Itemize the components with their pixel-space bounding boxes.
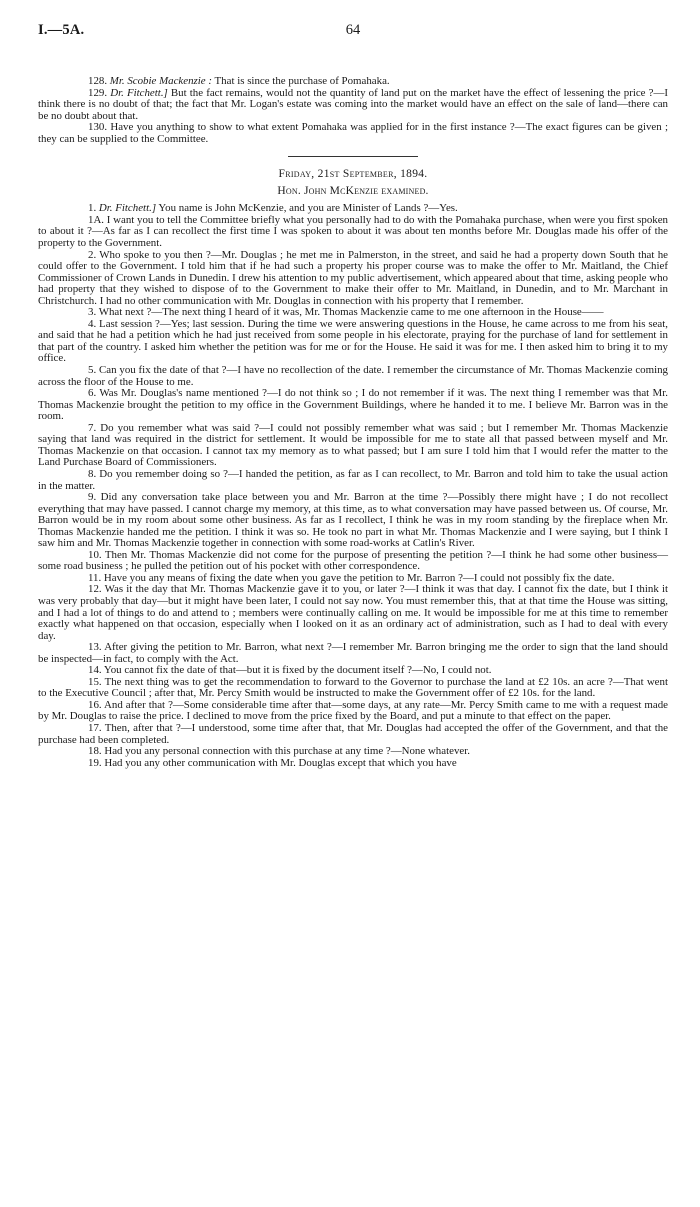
witness-heading: Hon. John McKenzie examined. bbox=[277, 184, 429, 197]
question-14: 14. You cannot fix the date of that—but it is fixed by the document itself ?—No, I could not. bbox=[88, 664, 492, 677]
question-10: 10. Then Mr. Thomas Mackenzie did not come for the purpose of presenting the petition ?—I think he had some other business—some road business ; he pulled the petition out of his pocket with other correspondence. bbox=[38, 548, 668, 573]
speaker-name: Dr. Fitchett.] bbox=[98, 202, 157, 215]
question-1: 1. Dr. Fitchett.] You name is John McKenzie, and you are Minister of Lands ?—Yes. bbox=[88, 202, 458, 215]
examination-section bbox=[38, 203, 668, 769]
section-divider bbox=[288, 156, 418, 157]
question-128: 128. Mr. Scobie Mackenzie : That is since the purchase of Pomahaka. bbox=[88, 75, 390, 87]
question-19: 19. Had you any other communication with Mr. Douglas except that which you have bbox=[88, 756, 457, 769]
question-6: 6. Was Mr. Douglas's name mentioned ?—I do not think so ; I do not remember if it was. The next thing I remember was that Mr. Thomas Mackenzie brought the petition to my office in the Government Buildings, where he handed it to me. I believe Mr. Barron was in the room. bbox=[38, 387, 668, 423]
question-4: 4. Last session ?—Yes; last session. During the time we were answering questions in the House, he came across to me from his seat, and said that he had a petition which he had just received from some people in his electorate, praying for the purchase of land for settlement in that part of the country. I asked him whether the petition was for me or for the House. He said it was for me. I then asked him to bring it to my office. bbox=[38, 317, 668, 365]
question-15: 15. The next thing was to get the recommendation to forward to the Governor to purchase the land at £2 10s. an acre ?—That went to the Executive Council ; after that, Mr. Percy Smith would be instructed to make the Government offer of £2 10s. for the land. bbox=[38, 675, 668, 700]
question-8: 8. Do you remember doing so ?—I handed the petition, as far as I can recollect, to Mr. Barron and told him to take the usual action in the matter. bbox=[38, 467, 668, 492]
question-12: 12. Was it the day that Mr. Thomas Mackenzie gave it to you, or later ?—I think it was that day. I cannot fix the date, but I think it was very probably that day—but it might have been later, I could not say now. You must remember this, that at that time the House was sitting, and I had a lot of things to do and attend to ; members were continually calling on me. It would be impossible for me at this time to remember exactly what happened on that occasion, especially when I looked on it as an ordinary act of administration, such as I had to deal with every day. bbox=[38, 583, 668, 642]
document-body bbox=[38, 76, 668, 769]
session-date: Friday, 21st September, 1894. bbox=[278, 168, 428, 181]
question-130: 130. Have you anything to show to what extent Pomahaka was applied for in the first instance ?—The exact figures can be given ; they can be supplied to the Committee. bbox=[38, 121, 668, 145]
page-number: 64 bbox=[345, 22, 361, 38]
question-129: 129. Dr. Fitchett.] But the fact remains, would not the quantity of land put on the market have the effect of lessening the price ?—I think there is no doubt of that; the fact that Mr. Logan's estate was coming into the market would have an effect on the sale of land—there can be no doubt about that. bbox=[38, 86, 668, 122]
question-7: 7. Do you remember what was said ?—I could not possibly remember what was said ; but I remember Mr. Thomas Mackenzie saying that land was required in the district for settlement. It would be impossible for me to state all that passed between myself and Mr. Thomas Mackenzie on that occasion. I cannot tax my memory as to what passed; but I am sure I told him that I would refer the matter to the Land Purchase Board of Commissioners. bbox=[38, 421, 668, 469]
question-9: 9. Did any conversation take place between you and Mr. Barron at the time ?—Possibly there might have ; I do not recollect everything that may have passed. I cannot charge my memory, at this time, as to what conversation may have passed between us. Of course, Mr. Barron would be in my room about some other business. As far as I recollect, I think he was in my room standing by the fireplace when Mr. Thomas Mackenzie handed me the petition. I think it was so. He took no part in what Mr. Thomas Mackenzie and I were saying, but I think I saw him and Mr. Thomas Mackenzie together in connection with some road-works at Catlin's River. bbox=[38, 491, 668, 550]
question-2: 2. Who spoke to you then ?—Mr. Douglas ; he met me in Palmerston, in the street, and said he had a property down South that he could offer to the Government. I told him that if he had such a property his proper course was to make the offer to Mr. Maitland, the Chief Commissioner of Crown Lands in Dunedin. I drew his attention to my public advertisement, which appeared about that time, asking people who had property that they wished to dispose of to the Government to make their offer to Mr. Maitland, in Dunedin, and to Mr. Marchant in Christchurch. I had no other communication with Mr. Douglas in connection with his property that I remember. bbox=[38, 248, 668, 307]
running-head bbox=[38, 0, 668, 44]
question-5: 5. Can you fix the date of that ?—I have no recollection of the date. I remember the circumstance of Mr. Thomas Mackenzie coming across the floor of the House to me. bbox=[38, 364, 668, 388]
paper-number: I.—5A. bbox=[38, 22, 85, 38]
question-18: 18. Had you any personal connection with this purchase at any time ?—None whatever. bbox=[88, 745, 470, 758]
intro-section bbox=[38, 76, 668, 145]
question-13: 13. After giving the petition to Mr. Barron, what next ?—I remember Mr. Barron bringing me the order to sign that the land should be inspected—in fact, to comply with the Act. bbox=[38, 641, 668, 665]
question-16: 16. And after that ?—Some considerable time after that—some days, at any rate—Mr. Percy Smith came to me with a request made by Mr. Douglas to raise the price. I declined to move from the price fixed by the Board, and put a minute to that effect on the paper. bbox=[38, 698, 668, 723]
question-3: 3. What next ?—The next thing I heard of it was, Mr. Thomas Mackenzie came to me one afternoon in the House—— bbox=[88, 306, 604, 319]
speaker-name: Mr. Scobie Mackenzie : bbox=[109, 75, 212, 87]
question-11: 11. Have you any means of fixing the date when you gave the petition to Mr. Barron ?—I could not possibly fix the date. bbox=[88, 571, 615, 584]
question-17: 17. Then, after that ?—I understood, some time after that, that Mr. Douglas had accepted the offer of the Government, and that the purchase had been completed. bbox=[38, 721, 668, 746]
question-1a: 1A. I want you to tell the Committee briefly what you personally had to do with the Pomahaka purchase, when were you first spoken to about it ?—As far as I can recollect the first time I was spoken to about it was about ten months before Mr. Douglas made his offer of the property to the Government. bbox=[38, 213, 668, 250]
speaker-name: Dr. Fitchett.] bbox=[110, 86, 168, 99]
